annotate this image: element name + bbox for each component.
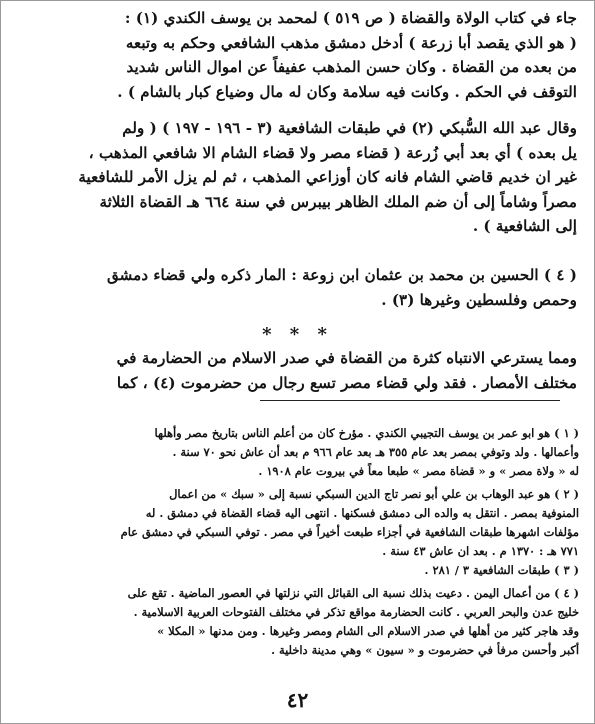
text-line: التوقف في الحكم . وكانت فيه سلامة وكان له مال وضياع كبار بالشام ) . [117, 82, 577, 101]
footnote-2-line: ٧٧١ هـ : ١٣٧٠ م . بعد ان عاش ٤٣ سنة . [382, 544, 579, 558]
text-line: ومما يسترعي الانتباه كثرة من القضاة في صدر الاسلام من الحضارمة في [116, 349, 577, 367]
footnote-4-line: ( ٤ ) من أعمال اليمن . دعيت بذلك نسبة الى القبائل التي نزلتها في العصور الماضية . تقع على [127, 586, 579, 600]
section-separator: * * * [262, 324, 333, 345]
footnote-1-line: ( ١ ) هو ابو عمر بن يوسف التجيبي الكندي . مؤرخ كان من أعلم الناس بتاريخ مصر وأهلها [154, 426, 579, 440]
footnote-4-line: خليج عدن والبحر العربي . كانت الحضارمة مواقع تذكر في مختلف الفتوحات العربية الاسلامية . [133, 605, 579, 619]
footnote-3-line: ( ٣ ) طبقات الشافعية ٣ / ٢٨١ . [424, 563, 579, 577]
footnote-2-line: مؤلفات اشهرها طبقات الشافعية في أجزاء طبعت أخيراً في مصر . توفي السبكي في دمشق عام [120, 525, 579, 539]
footnote-2-line: المنوفية بمصر . انتقل به والده الى دمشق فسكنها . انتهى اليه قضاء القضاة في دمشق . له [145, 506, 579, 520]
text-line: ( هو الذي يقصد أبا زرعة ) أدخل دمشق مذهب الشافعي وحكم به وتبعه [125, 33, 577, 52]
paragraph-hadramis [24, 346, 577, 395]
text-line: غير ان خديم قاضي الشام فانه كان أوزاعي المذهب ، ثم لم يزل الأمر للشافعية [78, 168, 577, 186]
paragraph-entry-4 [24, 263, 577, 312]
footnote-1-line: وأعمالها . ولد وتوفي بمصر بعد عام ٣٥٥ هـ بعد عام ٩٦٦ م بعد أن عاش نحو ٧٠ سنة . [172, 445, 579, 459]
paragraph-subki-quote [24, 116, 577, 239]
text-line: إلى الشافعية ) . [472, 217, 577, 235]
text-line: يل بعده ) أي بعد أبي زُرعة ( قضاء مصر ولا قضاء الشام الا شافعي المذهب ، [88, 143, 577, 162]
page-number: ٤٢ [286, 688, 309, 712]
text-line: من بعده من القضاة . وكان حسن المذهب عفيفاً عن اموال الناس شديد [126, 58, 577, 76]
footnote-divider [260, 400, 560, 401]
text-line: مختلف الأمصار . فقد ولي قضاء مصر تسع رجال من حضرموت (٤) ، كما [116, 373, 577, 392]
footnote-4-line: أكبر وأحسن مرفأ في حضرموت و « سيون » وهي مدينة داخلية . [271, 643, 579, 657]
footnote-2-line: ( ٢ ) هو عبد الوهاب بن علي أبو نصر تاج الدين السبكي نسبة إلى « سبك » من اعمال [169, 487, 579, 501]
footnotes [20, 424, 579, 660]
text-line: جاء في كتاب الولاة والقضاة ( ص ٥١٩ ) لمحمد بن يوسف الكندي (١) : [124, 9, 577, 27]
paragraph-abu-zura-quote [24, 6, 577, 104]
text-line: وقال عبد الله السُّبكي (٢) في طبقات الشافعية (٣ - ١٩٦ - ١٩٧ ) ( ولم [122, 119, 577, 137]
text-line: مصراً وشاماً إلى أن ضم الملك الظاهر بيبرس في سنة ٦٦٤ هـ القضاة الثلاثة [99, 192, 577, 211]
text-line: ( ٤ ) الحسين بن محمد بن عثمان ابن زوعة : المار ذكره ولي قضاء دمشق [106, 266, 577, 284]
footnote-4-line: وقد هاجر كثير من أهلها في صدر الاسلام الى الشام ومصر وغيرها . ومن مدنها « المكلا » [157, 624, 579, 638]
footnote-1-line: له « ولاة مصر » و « قضاة مصر » طبعا معاً في بيروت عام ١٩٠٨ . [258, 464, 579, 478]
text-line: وحمص وفلسطين وغيرها (٣) . [381, 290, 577, 309]
